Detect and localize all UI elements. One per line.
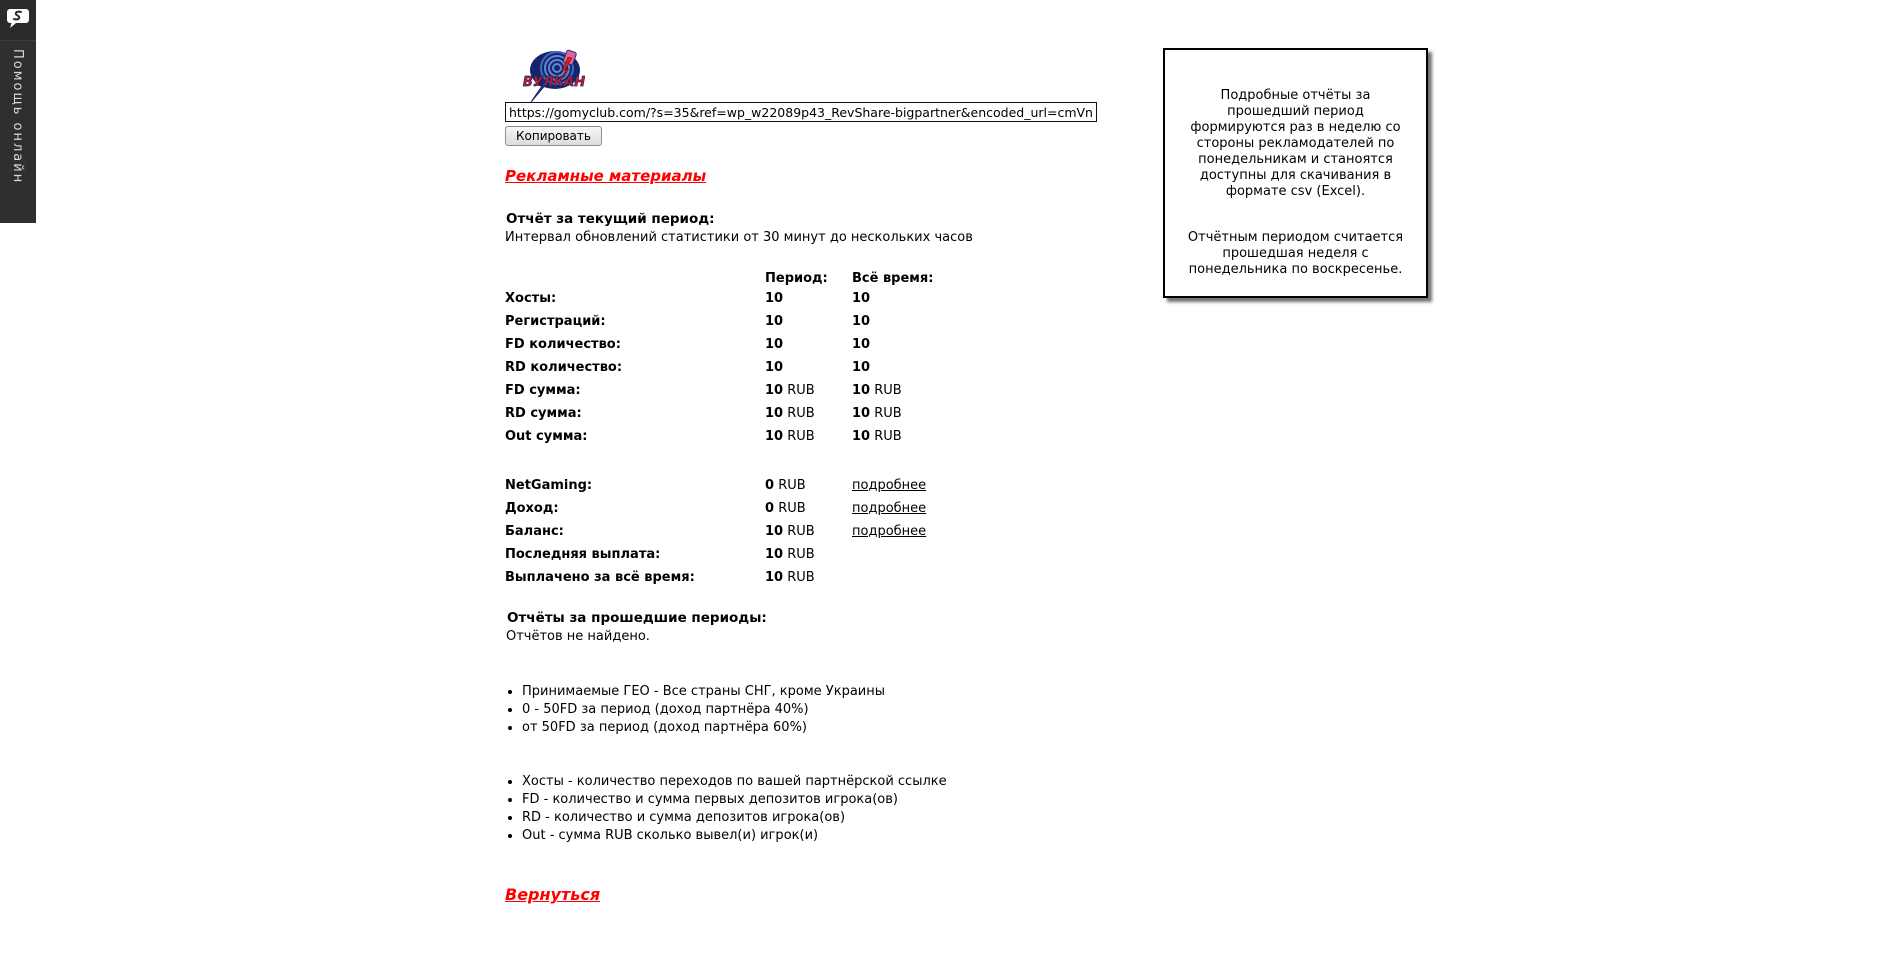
- summary-row: Доход: 0 RUB подробнее: [505, 501, 927, 516]
- table-row: Хосты: 10 10: [505, 291, 871, 306]
- promo-materials-link[interactable]: Рекламные материалы: [505, 167, 707, 185]
- list-item: • FD - количество и сумма первых депозитов игрока(ов): [522, 791, 947, 809]
- column-alltime: Всё время:: [852, 271, 934, 286]
- summary-row: NetGaming: 0 RUB подробнее: [505, 478, 927, 493]
- vulkan-logo: [521, 49, 585, 103]
- logo-text: ВУЛКАН: [522, 75, 585, 90]
- column-period: Период:: [765, 271, 828, 286]
- table-gap: [505, 452, 985, 478]
- referral-url-input[interactable]: [505, 102, 1097, 122]
- update-interval-note: Интервал обновлений статистики от 30 минут до нескольких часов: [505, 230, 973, 245]
- info-paragraph-1: Подробные отчёты за прошедший период формируются раз в неделю со стороны рекламодателей по понедельникам и станоятся доступны для скачивания в формате csv (Excel).: [1190, 88, 1401, 199]
- chat-open-button[interactable]: [0, 0, 36, 40]
- geo-notes-list: [505, 683, 885, 737]
- table-row: FD количество: 10 10: [505, 337, 871, 352]
- details-link[interactable]: подробнее: [852, 478, 927, 493]
- list-item: • Хосты - количество переходов по вашей партнёрской ссылке: [522, 773, 947, 791]
- current-report-title: Отчёт за текущий период:: [506, 211, 715, 227]
- table-row: RD количество: 10 10: [505, 360, 871, 375]
- back-link[interactable]: Вернуться: [505, 885, 601, 904]
- list-item: • Out - сумма RUB сколько вывел(и) игрок(и): [522, 827, 947, 845]
- list-item: • 0 - 50FD за период (доход партнёра 40%): [522, 701, 885, 719]
- stats-header-row: [505, 271, 985, 291]
- info-paragraph-2: Отчётным периодом считается прошедшая неделя с понедельника по воскресенье.: [1187, 230, 1404, 277]
- chat-widget: [0, 0, 36, 223]
- stats-table: [505, 271, 985, 593]
- past-reports-title: Отчёты за прошедшие периоды:: [507, 610, 767, 626]
- details-link[interactable]: подробнее: [852, 501, 927, 516]
- list-item: • Принимаемые ГЕО - Все страны СНГ, кроме Украины: [522, 683, 885, 701]
- summary-row: Выплачено за всё время: 10 RUB: [505, 570, 815, 585]
- chat-label-text: Помощь онлайн: [10, 49, 25, 185]
- summary-row: Последняя выплата: 10 RUB: [505, 547, 815, 562]
- list-item: • RD - количество и сумма депозитов игрока(ов): [522, 809, 947, 827]
- chat-label-tab[interactable]: [0, 40, 36, 223]
- copy-button[interactable]: Копировать: [505, 126, 602, 146]
- past-reports-empty: Отчётов не найдено.: [506, 629, 650, 644]
- list-item: • от 50FD за период (доход партнёра 60%): [522, 719, 885, 737]
- term-notes-list: [505, 773, 947, 845]
- table-row: Out сумма: 10 RUB 10 RUB: [505, 429, 902, 444]
- details-link[interactable]: подробнее: [852, 524, 927, 539]
- table-row: Регистраций: 10 10: [505, 314, 871, 329]
- summary-row: Баланс: 10 RUB подробнее: [505, 524, 927, 539]
- reports-info-box: [1163, 48, 1428, 298]
- table-row: FD сумма: 10 RUB 10 RUB: [505, 383, 902, 398]
- table-row: RD сумма: 10 RUB 10 RUB: [505, 406, 902, 421]
- chat-bubble-icon: [5, 5, 31, 35]
